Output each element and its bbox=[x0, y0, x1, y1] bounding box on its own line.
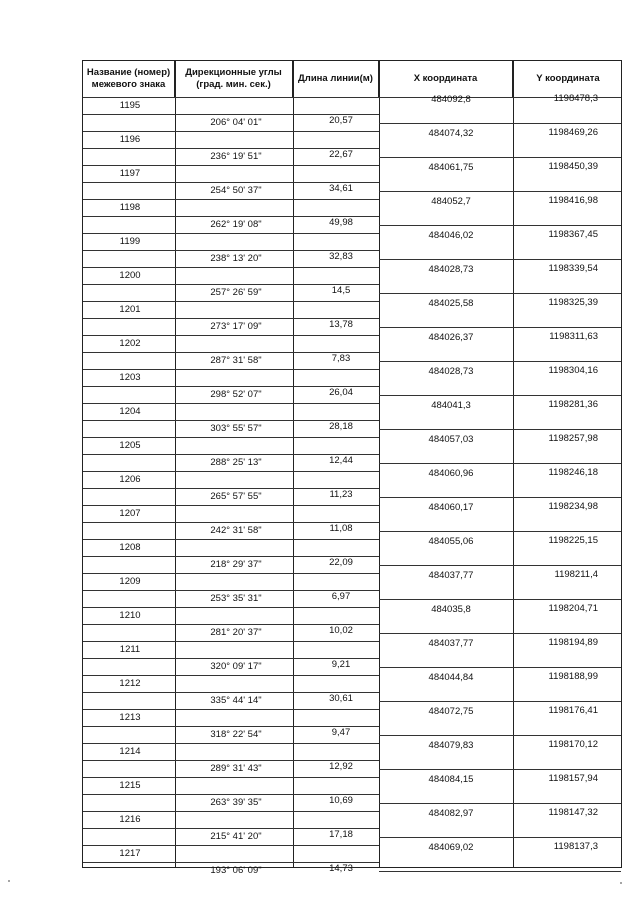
point-number: 1200 bbox=[119, 270, 141, 281]
x-coordinate: 484069,02 bbox=[428, 842, 474, 853]
row-rule bbox=[83, 743, 379, 744]
row-rule bbox=[83, 573, 379, 574]
x-coordinate: 484025,58 bbox=[428, 298, 474, 309]
row-rule bbox=[83, 607, 379, 608]
row-rule bbox=[83, 505, 379, 506]
point-number: 1217 bbox=[119, 848, 141, 859]
row-rule bbox=[83, 165, 379, 166]
x-coordinate: 484041,3 bbox=[431, 400, 471, 411]
header-angles: Дирекционные углы (град. мин. сек.) bbox=[175, 61, 293, 97]
line-length: 14,5 bbox=[331, 285, 351, 296]
line-length: 17,18 bbox=[329, 829, 353, 840]
y-coordinate: 1198450,39 bbox=[548, 161, 598, 172]
x-coordinate: 484060,17 bbox=[428, 502, 474, 513]
point-number: 1195 bbox=[119, 100, 141, 111]
x-coordinate: 484035,8 bbox=[431, 604, 471, 615]
y-coordinate: 1198176,41 bbox=[548, 705, 598, 716]
y-coordinate: 1198246,18 bbox=[548, 467, 598, 478]
direction-angle: 253° 35' 31" bbox=[210, 593, 262, 604]
header-length: Длина линии(м) bbox=[293, 61, 379, 97]
row-rule bbox=[83, 233, 379, 234]
line-length: 7,83 bbox=[331, 353, 351, 364]
row-rule bbox=[83, 369, 379, 370]
y-coordinate: 1198234,98 bbox=[548, 501, 598, 512]
y-coordinate: 1198325,39 bbox=[548, 297, 598, 308]
point-number: 1210 bbox=[119, 610, 141, 621]
y-coordinate: 1198281,36 bbox=[548, 399, 598, 410]
x-coordinate: 484046,02 bbox=[428, 230, 474, 241]
row-rule bbox=[379, 361, 621, 362]
row-rule bbox=[379, 871, 621, 872]
x-coordinate: 484028,73 bbox=[428, 264, 474, 275]
direction-angle: 287° 31' 58" bbox=[210, 355, 262, 366]
x-coordinate: 484072,75 bbox=[428, 706, 474, 717]
line-length: 6,97 bbox=[331, 591, 351, 602]
row-rule bbox=[379, 701, 621, 702]
point-number: 1201 bbox=[119, 304, 141, 315]
x-coordinate: 484079,83 bbox=[428, 740, 474, 751]
x-coordinate: 484092,8 bbox=[431, 94, 471, 105]
line-length: 34,61 bbox=[329, 183, 353, 194]
x-coordinate: 484061,75 bbox=[428, 162, 474, 173]
y-coordinate: 1198137,3 bbox=[553, 841, 598, 852]
direction-angle: 265° 57' 55" bbox=[210, 491, 262, 502]
point-number: 1196 bbox=[119, 134, 141, 145]
line-length: 9,21 bbox=[331, 659, 351, 670]
row-rule bbox=[379, 565, 621, 566]
y-coordinate: 1198194,89 bbox=[548, 637, 598, 648]
row-rule bbox=[379, 327, 621, 328]
row-rule bbox=[379, 599, 621, 600]
direction-angle: 236° 19' 51" bbox=[210, 151, 262, 162]
point-number: 1212 bbox=[119, 678, 141, 689]
row-rule bbox=[83, 267, 379, 268]
line-length: 22,09 bbox=[329, 557, 353, 568]
line-length: 10,02 bbox=[329, 625, 353, 636]
point-number: 1204 bbox=[119, 406, 141, 417]
row-rule bbox=[83, 335, 379, 336]
row-rule bbox=[379, 225, 621, 226]
row-rule bbox=[83, 437, 379, 438]
line-length: 9,47 bbox=[331, 727, 351, 738]
point-number: 1211 bbox=[119, 644, 141, 655]
row-rule bbox=[379, 735, 621, 736]
row-rule bbox=[83, 845, 379, 846]
direction-angle: 318° 22' 54" bbox=[210, 729, 262, 740]
scan-speck bbox=[620, 882, 622, 884]
x-coordinate: 484084,15 bbox=[428, 774, 474, 785]
row-rule bbox=[83, 641, 379, 642]
column-divider bbox=[379, 61, 380, 867]
x-coordinate: 484026,37 bbox=[428, 332, 474, 343]
point-number: 1197 bbox=[119, 168, 141, 179]
x-coordinate: 484037,77 bbox=[428, 570, 474, 581]
row-rule bbox=[379, 769, 621, 770]
row-rule bbox=[379, 293, 621, 294]
direction-angle: 254° 50' 37" bbox=[210, 185, 262, 196]
header-x: X координата bbox=[379, 61, 513, 97]
row-rule bbox=[379, 463, 621, 464]
line-length: 11,23 bbox=[329, 489, 353, 500]
line-length: 49,98 bbox=[329, 217, 353, 228]
row-rule bbox=[379, 531, 621, 532]
y-coordinate: 1198157,94 bbox=[548, 773, 598, 784]
x-coordinate: 484052,7 bbox=[431, 196, 471, 207]
row-rule bbox=[379, 157, 621, 158]
row-rule bbox=[379, 429, 621, 430]
point-number: 1214 bbox=[119, 746, 141, 757]
row-rule bbox=[379, 497, 621, 498]
x-coordinate: 484082,97 bbox=[428, 808, 474, 819]
row-rule bbox=[83, 131, 379, 132]
x-coordinate: 484074,32 bbox=[428, 128, 474, 139]
row-rule bbox=[83, 777, 379, 778]
direction-angle: 273° 17' 09" bbox=[210, 321, 262, 332]
y-coordinate: 1198211,4 bbox=[554, 569, 598, 580]
point-number: 1213 bbox=[119, 712, 141, 723]
point-number: 1206 bbox=[119, 474, 141, 485]
row-rule bbox=[379, 803, 621, 804]
direction-angle: 242° 31' 58" bbox=[210, 525, 262, 536]
row-rule bbox=[83, 199, 379, 200]
line-length: 13,78 bbox=[329, 319, 353, 330]
scan-speck bbox=[8, 880, 10, 882]
line-length: 12,44 bbox=[329, 455, 353, 466]
point-number: 1209 bbox=[119, 576, 141, 587]
direction-angle: 281° 20' 37" bbox=[210, 627, 262, 638]
point-number: 1215 bbox=[119, 780, 141, 791]
point-number: 1203 bbox=[119, 372, 141, 383]
line-length: 22,67 bbox=[329, 149, 353, 160]
direction-angle: 257° 26' 59" bbox=[210, 287, 262, 298]
y-coordinate: 1198257,98 bbox=[548, 433, 598, 444]
line-length: 10,69 bbox=[329, 795, 353, 806]
direction-angle: 238° 13' 20" bbox=[210, 253, 262, 264]
point-number: 1202 bbox=[119, 338, 141, 349]
y-coordinate: 1198339,54 bbox=[548, 263, 598, 274]
y-coordinate: 1198204,71 bbox=[548, 603, 598, 614]
y-coordinate: 1198469,26 bbox=[548, 127, 598, 138]
line-length: 26,04 bbox=[329, 387, 353, 398]
y-coordinate: 1198188,99 bbox=[548, 671, 598, 682]
point-number: 1205 bbox=[119, 440, 141, 451]
row-rule bbox=[83, 709, 379, 710]
row-rule bbox=[379, 667, 621, 668]
line-length: 28,18 bbox=[329, 421, 353, 432]
y-coordinate: 1198367,45 bbox=[548, 229, 598, 240]
row-rule bbox=[83, 539, 379, 540]
x-coordinate: 484055,06 bbox=[428, 536, 474, 547]
direction-angle: 298° 52' 07" bbox=[210, 389, 262, 400]
row-rule bbox=[379, 633, 621, 634]
coordinate-table bbox=[82, 60, 622, 876]
y-coordinate: 1198311,63 bbox=[549, 331, 598, 342]
point-number: 1207 bbox=[119, 508, 141, 519]
direction-angle: 263° 39' 35" bbox=[210, 797, 262, 808]
header-y: Y координата bbox=[536, 73, 600, 84]
direction-angle: 303° 55' 57" bbox=[210, 423, 262, 434]
direction-angle: 289° 31' 43" bbox=[210, 763, 262, 774]
row-rule bbox=[379, 123, 621, 124]
direction-angle: 262° 19' 08" bbox=[210, 219, 262, 230]
row-rule bbox=[379, 259, 621, 260]
line-length: 32,83 bbox=[329, 251, 353, 262]
y-coordinate: 1198304,16 bbox=[548, 365, 598, 376]
line-length: 30,61 bbox=[329, 693, 353, 704]
y-coordinate: 1198147,32 bbox=[548, 807, 598, 818]
direction-angle: 320° 09' 17" bbox=[210, 661, 262, 672]
direction-angle: 193° 06' 09" bbox=[210, 865, 262, 876]
x-coordinate: 484028,73 bbox=[428, 366, 474, 377]
y-coordinate: 1198416,98 bbox=[548, 195, 598, 206]
line-length: 12,92 bbox=[329, 761, 353, 772]
y-coordinate: 1198225,15 bbox=[548, 535, 598, 546]
direction-angle: 215° 41' 20" bbox=[210, 831, 262, 842]
row-rule bbox=[83, 301, 379, 302]
line-length: 11,08 bbox=[329, 523, 353, 534]
line-length: 14,73 bbox=[329, 863, 353, 874]
x-coordinate: 484044,84 bbox=[428, 672, 474, 683]
row-rule bbox=[379, 837, 621, 838]
direction-angle: 218° 29' 37" bbox=[210, 559, 262, 570]
x-coordinate: 484037,77 bbox=[428, 638, 474, 649]
direction-angle: 206° 04' 01" bbox=[210, 117, 262, 128]
line-length: 20,57 bbox=[329, 115, 353, 126]
direction-angle: 335° 44' 14" bbox=[210, 695, 262, 706]
y-coordinate: 1198170,12 bbox=[548, 739, 598, 750]
row-rule bbox=[83, 811, 379, 812]
row-rule bbox=[379, 395, 621, 396]
point-number: 1208 bbox=[119, 542, 141, 553]
direction-angle: 288° 25' 13" bbox=[210, 457, 262, 468]
y-coordinate: 1198478,3 bbox=[553, 93, 598, 104]
x-coordinate: 484060,96 bbox=[428, 468, 474, 479]
point-number: 1198 bbox=[119, 202, 141, 213]
row-rule bbox=[83, 471, 379, 472]
row-rule bbox=[379, 191, 621, 192]
point-number: 1216 bbox=[119, 814, 141, 825]
header-name: Название (номер) межевого знака bbox=[83, 61, 175, 97]
row-rule bbox=[83, 675, 379, 676]
point-number: 1199 bbox=[119, 236, 141, 247]
row-rule bbox=[83, 403, 379, 404]
x-coordinate: 484057,03 bbox=[428, 434, 474, 445]
